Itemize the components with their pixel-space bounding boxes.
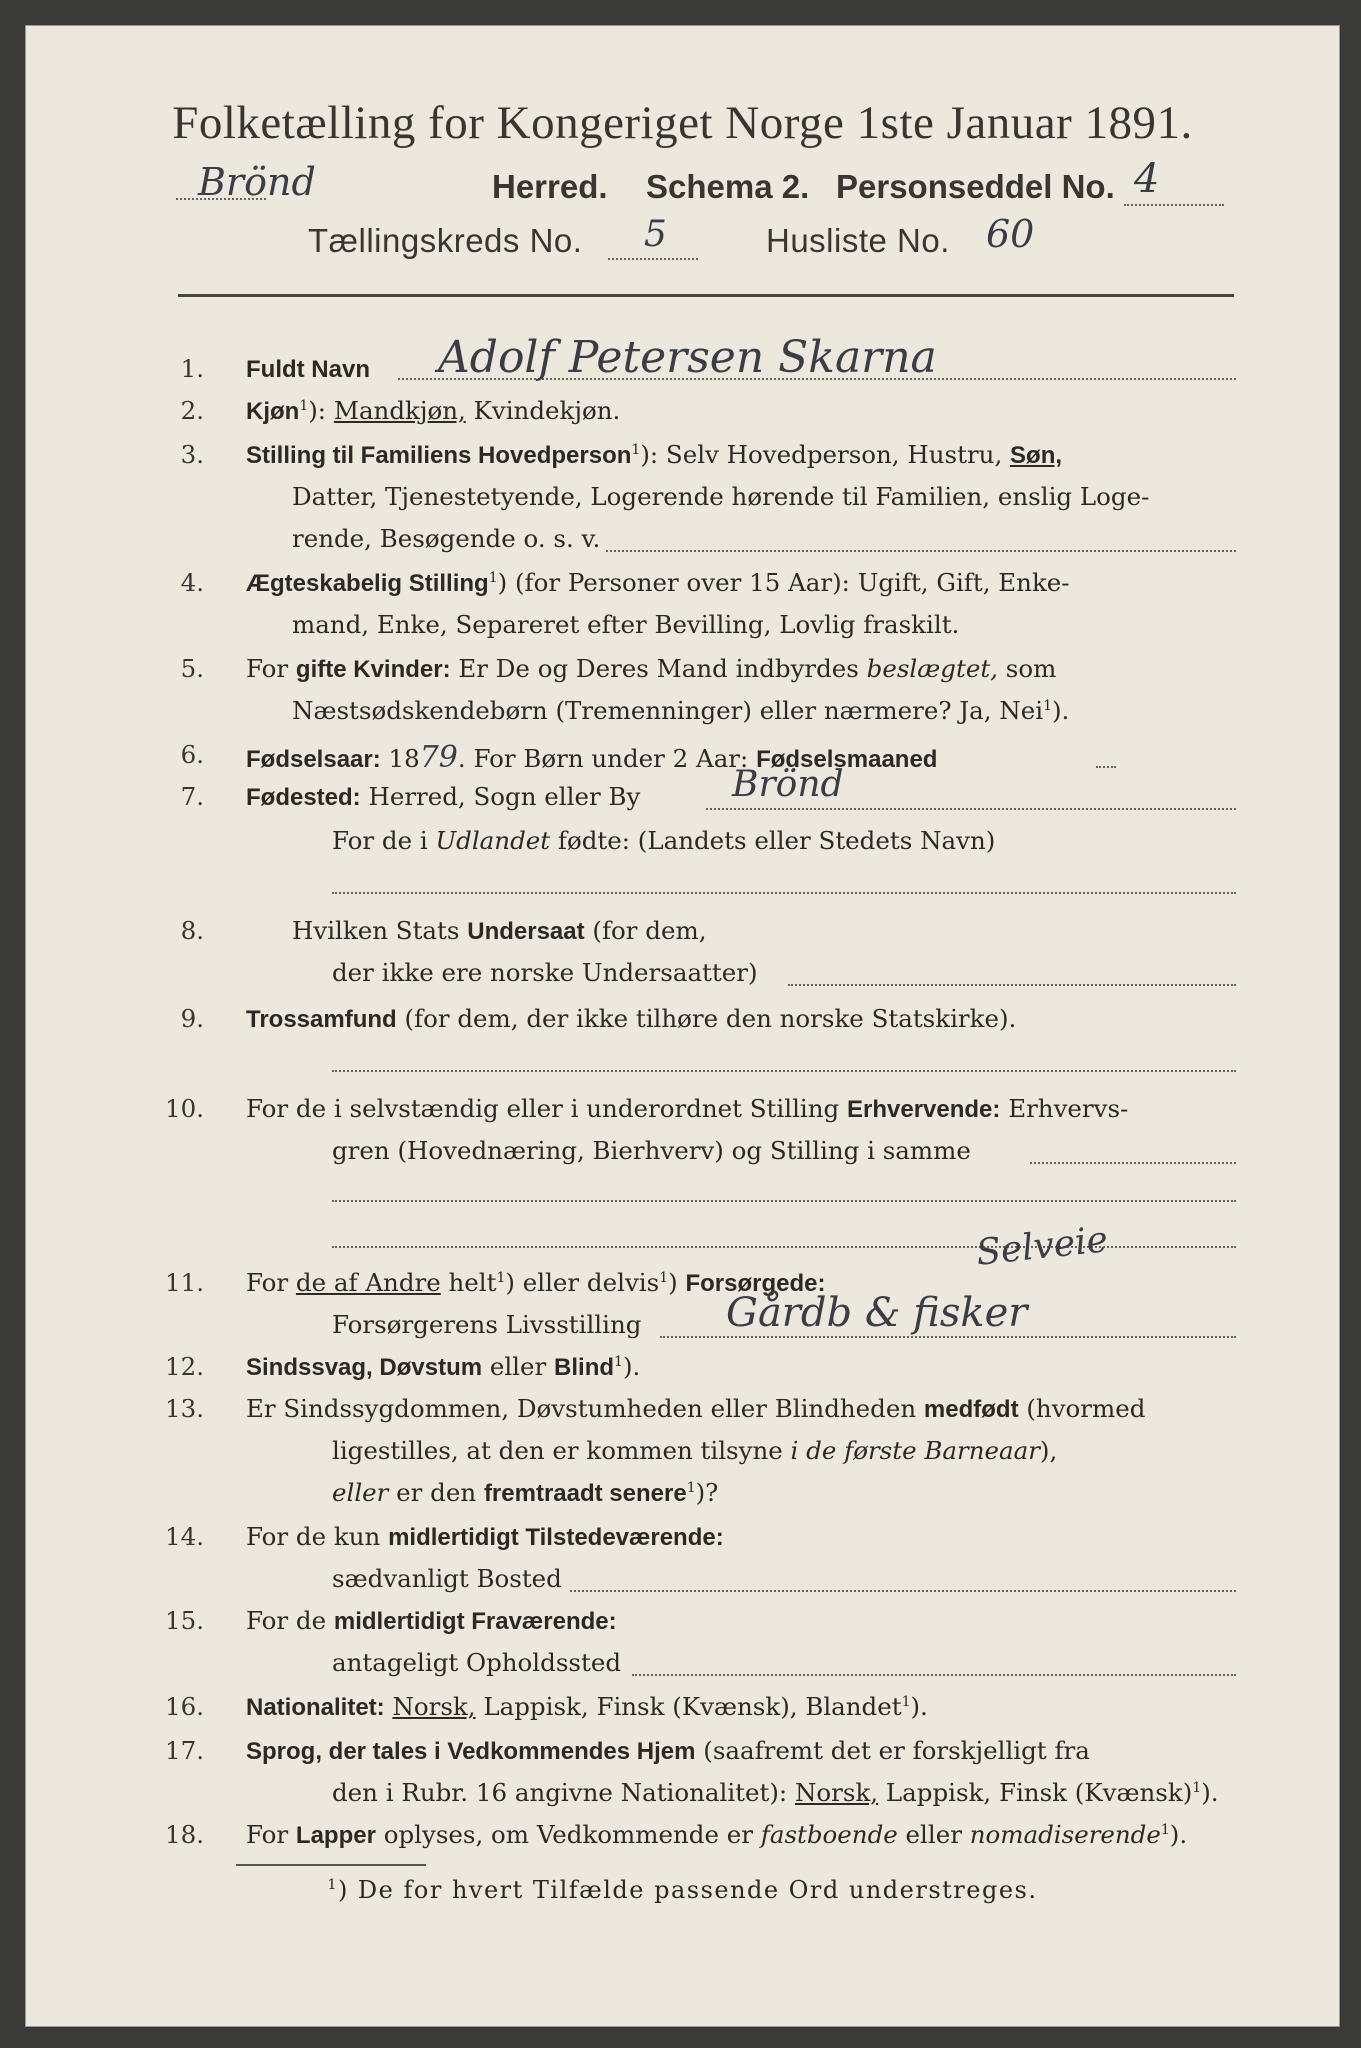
footnote-ref: 1 bbox=[686, 1479, 696, 1496]
citizenship-leader bbox=[788, 984, 1236, 986]
disability-label: Blind bbox=[554, 1354, 615, 1381]
nationality-text: ). bbox=[910, 1692, 928, 1721]
item-number: 9. bbox=[180, 1004, 204, 1033]
temp-absent-label: midlertidigt Fraværende: bbox=[333, 1608, 617, 1635]
temp-absent-text: For de bbox=[246, 1606, 334, 1635]
birth-year-value: 79 bbox=[419, 740, 458, 775]
congenital-line3: fremtraadt senere bbox=[483, 1480, 687, 1507]
form-title: Folketælling for Kongeriget Norge 1ste Januar 1891. bbox=[172, 97, 1193, 149]
sex-female-option: Kvindekjøn. bbox=[465, 396, 621, 425]
item-number: 16. bbox=[165, 1692, 204, 1721]
birthplace-value: Brönd bbox=[732, 764, 844, 805]
herred-label: Herred. bbox=[492, 168, 608, 205]
personseddel-label: Personseddel No. bbox=[836, 168, 1115, 205]
language-line2: Lappisk, Finsk (Kvænsk) bbox=[878, 1778, 1193, 1807]
family-position-leader bbox=[606, 550, 1236, 552]
lapps-text: For bbox=[246, 1820, 296, 1849]
nationality-text: Lappisk, Finsk (Kvænsk), Blandet bbox=[475, 1692, 902, 1721]
family-position-label: Stilling til Familiens Hovedperson bbox=[246, 442, 632, 469]
sex-text: ): bbox=[308, 396, 334, 425]
congenital-line2: i de første Barneaar bbox=[790, 1436, 1040, 1465]
language-label: Sprog, der tales i Vedkommendes Hjem bbox=[246, 1738, 696, 1765]
birthplace-text: Herred, Sogn eller By bbox=[360, 782, 641, 811]
occupation-label: Erhvervende: bbox=[847, 1096, 1001, 1123]
family-position-line2: Datter, Tjenestetyende, Logerende hørende til Familien, enslig Loge- bbox=[292, 482, 1150, 511]
disability-text: ). bbox=[622, 1352, 641, 1381]
usual-residence-label: sædvanligt Bosted bbox=[332, 1564, 562, 1593]
abroad-text: Udlandet bbox=[435, 826, 551, 855]
kreds-leader bbox=[608, 258, 698, 260]
congenital-text: (hvormed bbox=[1018, 1394, 1146, 1423]
item-number: 13. bbox=[165, 1394, 204, 1423]
married-women-line2: ). bbox=[1052, 696, 1070, 725]
footnote-text: ) De for hvert Tilfælde passende Ord understreges. bbox=[337, 1876, 1038, 1904]
congenital-line3: )? bbox=[695, 1478, 719, 1507]
congenital-line2: ligestilles, at den er kommen tilsyne bbox=[332, 1436, 791, 1465]
supporter-occupation-label: Forsørgerens Livsstilling bbox=[332, 1310, 642, 1339]
family-position-son: Søn, bbox=[1010, 442, 1063, 469]
birth-month-label: Fødselsmaaned bbox=[756, 746, 938, 773]
header-rule bbox=[178, 294, 1234, 297]
marital-status-label: Ægteskabelig Stilling bbox=[246, 570, 489, 597]
married-women-line2: Næstsødskendebørn (Tremenninger) eller nærmere? Ja, Nei bbox=[292, 696, 1044, 725]
lapps-label: Lapper bbox=[295, 1822, 376, 1849]
birth-year-prefix: 18 bbox=[380, 744, 420, 773]
supporter-occupation-value: Gårdb & fisker bbox=[726, 1290, 1028, 1336]
abroad-leader bbox=[332, 892, 1236, 894]
occupation-text: Erhvervs- bbox=[1000, 1094, 1129, 1123]
footnote-ref: 1 bbox=[614, 1353, 623, 1370]
census-form-page bbox=[26, 26, 1339, 2026]
citizenship-text: Hvilken Stats bbox=[292, 916, 468, 945]
married-women-text: Er De og Deres Mand indbyrdes bbox=[450, 654, 867, 683]
occupation-line2: gren (Hovednæring, Bierhverv) og Stilling i samme bbox=[332, 1136, 971, 1165]
sex-label: Kjøn bbox=[246, 398, 300, 425]
footnote-rule bbox=[236, 1864, 426, 1866]
footnote-ref: 1 bbox=[299, 397, 309, 414]
item-number: 12. bbox=[165, 1352, 204, 1381]
birth-year-text: . For Børn under 2 Aar: bbox=[457, 744, 757, 773]
personseddel-leader bbox=[1124, 204, 1224, 206]
item-number: 18. bbox=[165, 1820, 204, 1849]
abroad-text: fødte: (Landets eller Stedets Navn) bbox=[550, 826, 996, 855]
congenital-line2: ), bbox=[1039, 1436, 1058, 1465]
temp-present-label: midlertidigt Tilstedeværende: bbox=[388, 1524, 724, 1551]
footnote bbox=[26, 1876, 1339, 1904]
footnote-ref: 1 bbox=[659, 1269, 669, 1286]
item-number: 5. bbox=[180, 654, 204, 683]
kreds-label: Tællingskreds No. bbox=[308, 222, 583, 259]
married-women-label: gifte Kvinder: bbox=[295, 656, 451, 683]
personseddel-value: 4 bbox=[1134, 156, 1160, 202]
item-number: 6. bbox=[180, 740, 204, 769]
footnote-ref: 1 bbox=[631, 441, 641, 458]
religion-text: (for dem, der ikke tilhøre den norske Statskirke). bbox=[396, 1004, 1017, 1033]
marital-status-line2: mand, Enke, Separeret efter Bevilling, Lovlig fraskilt. bbox=[292, 610, 960, 639]
supported-value: Selveie bbox=[974, 1219, 1110, 1274]
support-text: ) bbox=[668, 1268, 686, 1297]
usual-residence-leader bbox=[570, 1590, 1236, 1592]
citizenship-text: (for dem, bbox=[584, 916, 707, 945]
full-name-value: Adolf Petersen Skarna bbox=[438, 332, 937, 383]
footnote-ref: 1 bbox=[1192, 1779, 1202, 1796]
birth-year-label: Fødselsaar: bbox=[246, 746, 381, 773]
disability-text: eller bbox=[482, 1352, 555, 1381]
item-number: 4. bbox=[180, 568, 204, 597]
congenital-line3: er den bbox=[388, 1478, 484, 1507]
whereabouts-label: antageligt Opholdssted bbox=[332, 1648, 621, 1677]
language-line2: den i Rubr. 16 angivne Nationalitet): bbox=[332, 1778, 795, 1807]
footnote-ref: 1 bbox=[901, 1693, 911, 1710]
lapps-text: oplyses, om Vedkommende er bbox=[375, 1820, 761, 1849]
language-norsk: Norsk, bbox=[794, 1778, 879, 1807]
footnote-ref: 1 bbox=[496, 1269, 506, 1286]
support-text: For bbox=[246, 1268, 296, 1297]
item-number: 3. bbox=[180, 440, 204, 469]
religion-label: Trossamfund bbox=[246, 1006, 397, 1033]
item-number: 14. bbox=[165, 1522, 204, 1551]
lapps-text: ). bbox=[1169, 1820, 1188, 1849]
language-line2: ). bbox=[1201, 1778, 1219, 1807]
footnote-marker: 1 bbox=[327, 1877, 338, 1893]
supported-label: Forsørgede: bbox=[685, 1270, 826, 1297]
birthplace-leader bbox=[706, 808, 1236, 810]
item-number: 1. bbox=[180, 354, 204, 383]
footnote-ref: 1 bbox=[1043, 697, 1052, 714]
occupation-leader bbox=[1030, 1162, 1236, 1164]
congenital-text: Er Sindssygdommen, Døvstumheden eller Blindheden bbox=[246, 1394, 924, 1423]
support-text: ) eller delvis bbox=[505, 1268, 660, 1297]
herred-value: Brönd bbox=[198, 160, 316, 204]
congenital-label: medfødt bbox=[923, 1396, 1019, 1423]
language-text: (saafremt det er forskjelligt fra bbox=[695, 1736, 1090, 1765]
marital-status-text: ) (for Personer over 15 Aar): Ugift, Gift, Enke- bbox=[497, 568, 1070, 597]
husliste-label: Husliste No. bbox=[766, 222, 950, 259]
husliste-value: 60 bbox=[986, 212, 1035, 256]
disability-label: Sindssvag, Døvstum bbox=[246, 1354, 483, 1381]
item-number: 17. bbox=[165, 1736, 204, 1765]
temp-present-text: For de kun bbox=[246, 1522, 389, 1551]
religion-leader bbox=[332, 1070, 1236, 1072]
sex-male-option: Mandkjøn, bbox=[333, 396, 466, 425]
congenital-line3: eller bbox=[332, 1478, 389, 1507]
nationality-label: Nationalitet: bbox=[246, 1694, 385, 1721]
footnote-ref: 1 bbox=[488, 569, 498, 586]
lapps-text: fastboende bbox=[760, 1820, 898, 1849]
support-text: helt bbox=[440, 1268, 497, 1297]
kreds-value: 5 bbox=[644, 214, 667, 255]
item-number: 2. bbox=[180, 396, 204, 425]
lapps-text: nomadiserende bbox=[969, 1820, 1161, 1849]
abroad-text: For de i bbox=[332, 826, 436, 855]
birth-month-leader bbox=[1096, 766, 1116, 768]
full-name-label: Fuldt Navn bbox=[246, 356, 370, 383]
item-number: 15. bbox=[165, 1606, 204, 1635]
married-women-text: beslægtet, bbox=[866, 654, 998, 683]
schema-label: Schema 2. bbox=[646, 168, 810, 205]
lapps-text: eller bbox=[897, 1820, 970, 1849]
married-women-text: som bbox=[997, 654, 1057, 683]
occupation-text: For de i selvstændig eller i underordnet Stilling bbox=[246, 1094, 847, 1123]
nationality-norsk: Norsk, bbox=[392, 1692, 476, 1721]
item-number: 7. bbox=[180, 782, 204, 811]
footnote-ref: 1 bbox=[1160, 1821, 1170, 1838]
supporter-occupation-leader bbox=[660, 1336, 1236, 1338]
item-number: 11. bbox=[165, 1268, 204, 1297]
birthplace-label: Fødested: bbox=[246, 784, 361, 811]
citizenship-line2: der ikke ere norske Undersaatter) bbox=[332, 958, 758, 987]
family-position-line3: rende, Besøgende o. s. v. bbox=[292, 524, 601, 553]
item-number: 8. bbox=[180, 916, 204, 945]
support-text: de af Andre bbox=[295, 1268, 441, 1297]
married-women-text: For bbox=[246, 654, 296, 683]
item-number: 10. bbox=[165, 1094, 204, 1123]
occupation-leader-2 bbox=[332, 1200, 1236, 1202]
citizenship-label: Undersaat bbox=[467, 918, 585, 945]
whereabouts-leader bbox=[632, 1674, 1236, 1676]
family-position-text: ): Selv Hovedperson, Hustru, bbox=[640, 440, 1011, 469]
